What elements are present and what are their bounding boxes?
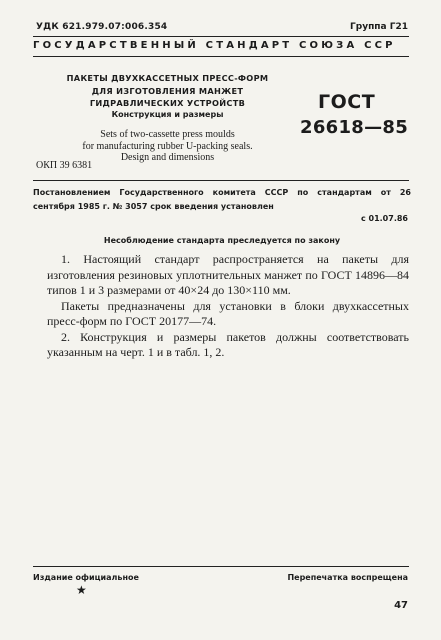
udk-code: УДК 621.979.07:006.354 — [36, 22, 168, 32]
paragraph-purpose: Пакеты предназначены для установки в блоки двухкассетных пресс-форм по ГОСТ 20177—74. — [47, 298, 409, 328]
top-rule — [33, 36, 409, 37]
standard-banner: ГОСУДАРСТВЕННЫЙ СТАНДАРТ СОЮЗА ССР — [33, 40, 396, 51]
title-line: ГИДРАВЛИЧЕСКИХ УСТРОЙСТВ — [89, 98, 246, 108]
title-line: ПАКЕТЫ ДВУХКАССЕТНЫХ ПРЕСС-ФОРМ — [66, 73, 269, 83]
document-title-ru — [60, 72, 275, 110]
banner-rule — [33, 56, 409, 57]
document-title-en — [60, 129, 275, 164]
title-en-line: Sets of two-cassette press moulds — [100, 129, 235, 140]
group-code: Группа Г21 — [350, 22, 408, 32]
decree-rule — [33, 180, 409, 181]
footer-rule — [33, 566, 409, 567]
document-subtitle-ru: Конструкция и размеры — [111, 110, 224, 119]
paragraph-scope: 1. Настоящий стандарт распространяется на пакеты для изготовления резиновых уплотнительных манжет по ГОСТ 14896—84 типов 1 и 3 размерами от 40×24 до 130×110 мм. — [47, 252, 409, 297]
effective-date: с 01.07.86 — [360, 214, 408, 223]
title-line: ДЛЯ ИЗГОТОВЛЕНИЯ МАНЖЕТ — [91, 85, 244, 96]
body-text — [47, 252, 409, 361]
title-en-line: for manufacturing rubber U-packing seals. — [82, 140, 253, 152]
decree-text: Постановлением Государственного комитета СССР по стандартам от 26 сентября 1985 г. № 3057 срок введения установлен — [33, 188, 411, 211]
paragraph-design: 2. Конструкция и размеры пакетов должны соответствовать указанным на черт. 1 и в табл. 1, 2. — [47, 329, 409, 359]
gost-number: 26618—85 — [300, 117, 409, 138]
official-edition: Издание официальное — [33, 573, 139, 582]
title-en-line: Design and dimensions — [120, 152, 215, 163]
reprint-notice: Перепечатка воспрещена — [287, 573, 408, 582]
okp-code: ОКП 39 6381 — [36, 160, 93, 171]
legal-notice: Несоблюдение стандарта преследуется по закону — [103, 236, 341, 245]
page-number: 47 — [394, 600, 408, 611]
star-icon: ★ — [76, 583, 87, 597]
gost-label: ГОСТ — [318, 91, 376, 113]
